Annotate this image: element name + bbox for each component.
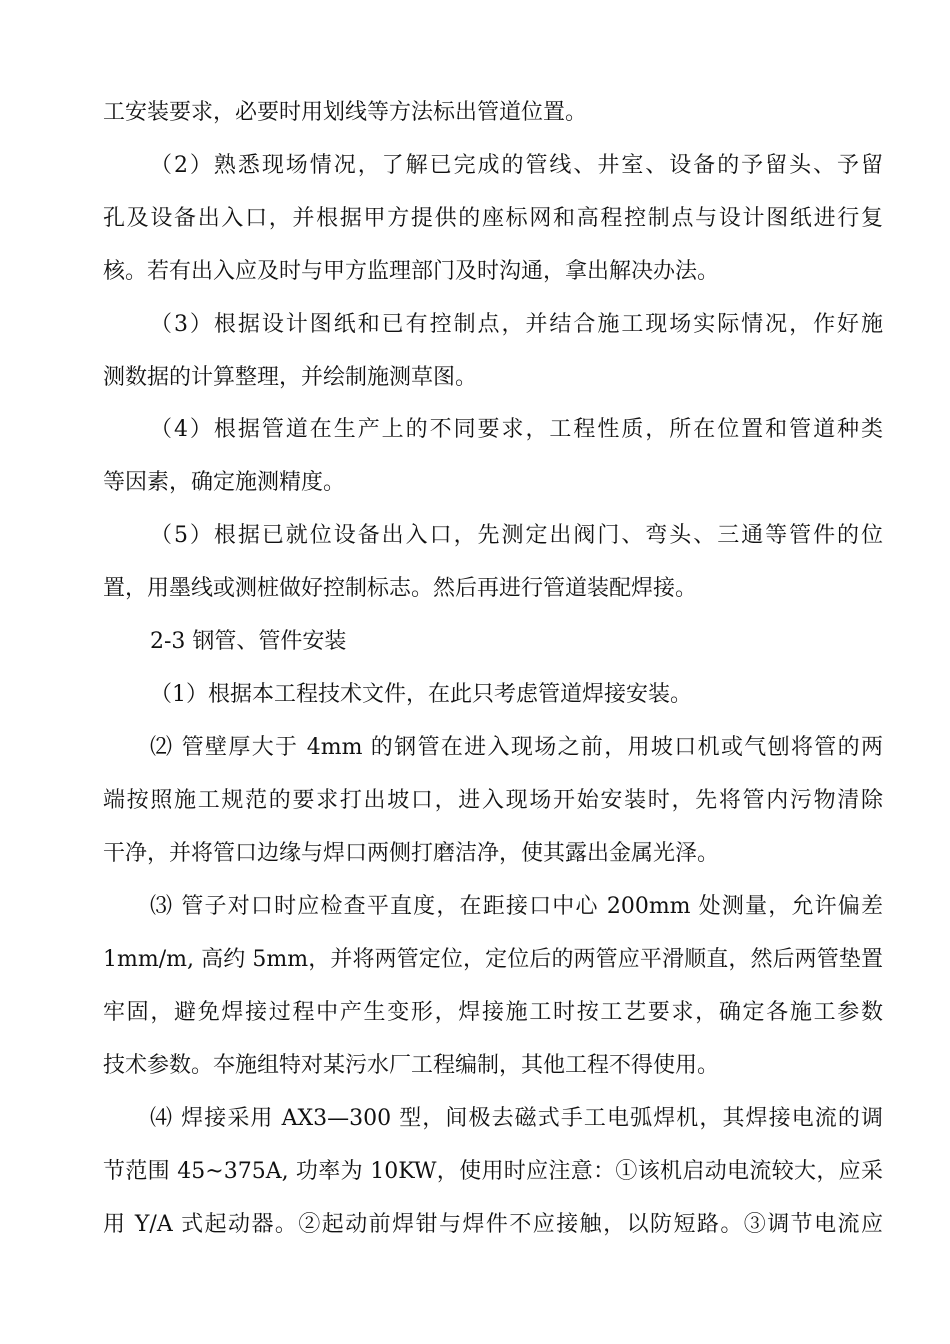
text-line-5: （3）根据设计图纸和已有控制点，并结合施工现场实际情况，作好施 (150, 312, 883, 337)
text-line-16: ⑶ 管子对口时应检查平直度，在距接口中心 200mm 处测量，允许偏差 (150, 894, 883, 919)
text-line-13: ⑵ 管壁厚大于 4mm 的钢管在进入现场之前，用坡口机或气刨将管的两 (150, 735, 883, 760)
text-line-14: 端按照施工规范的要求打出坡口，进入现场开始安装时，先将管内污物清除 (103, 788, 883, 813)
text-line-9: （5）根据已就位设备出入口，先测定出阀门、弯头、三通等管件的位 (150, 523, 883, 548)
text-line-17: 1mm/m, 高约 5mm，并将两管定位，定位后的两管应平滑顺直，然后两管垫置 (103, 947, 883, 972)
text-line-3: 孔及设备出入口，并根据甲方提供的座标网和高程控制点与设计图纸进行复 (103, 206, 883, 231)
text-line-18: 牢固，避免焊接过程中产生变形，焊接施工时按工艺要求，确定各施工参数 (103, 1000, 883, 1025)
text-line-6: 测数据的计算整理，并绘制施测草图。 (103, 365, 478, 390)
text-line-4: 核。若有出入应及时与甲方监理部门及时沟通，拿出解决办法。 (103, 259, 720, 284)
text-line-8: 等因素，确定施测精度。 (103, 470, 346, 495)
text-line-15: 干净，并将管口边缘与焊口两侧打磨洁净，使其露出金属光泽。 (103, 841, 720, 866)
section-heading: 2-3 钢管、管件安装 (150, 629, 347, 654)
text-line-2: （2）熟悉现场情况，了解已完成的管线、井室、设备的予留头、予留 (150, 153, 883, 178)
text-line-22: 用 Y/A 式起动器。②起动前焊钳与焊件不应接触，以防短路。③调节电流应 (103, 1212, 883, 1237)
text-line-19: 技术参数。夲施组特对某污水厂工程编制，其他工程不得使用。 (103, 1053, 720, 1078)
text-line-10: 置，用墨线或测桩做好控制标志。然后再进行管道装配焊接。 (103, 576, 698, 601)
text-line-20: ⑷ 焊接采用 AX3—300 型，间极去磁式手工电弧焊机，其焊接电流的调 (150, 1106, 883, 1131)
text-line-1: 工安装要求，必要时用划线等方法标出管道位置。 (103, 100, 588, 125)
text-line-7: （4）根据管道在生产上的不同要求，工程性质，所在位置和管道种类 (150, 417, 883, 442)
text-line-21: 节范围 45~375A, 功率为 10KW，使用时应注意：①该机启动电流较大，应采 (103, 1159, 883, 1184)
text-line-12: （1）根据本工程技术文件，在此只考虑管道焊接安装。 (150, 682, 692, 707)
